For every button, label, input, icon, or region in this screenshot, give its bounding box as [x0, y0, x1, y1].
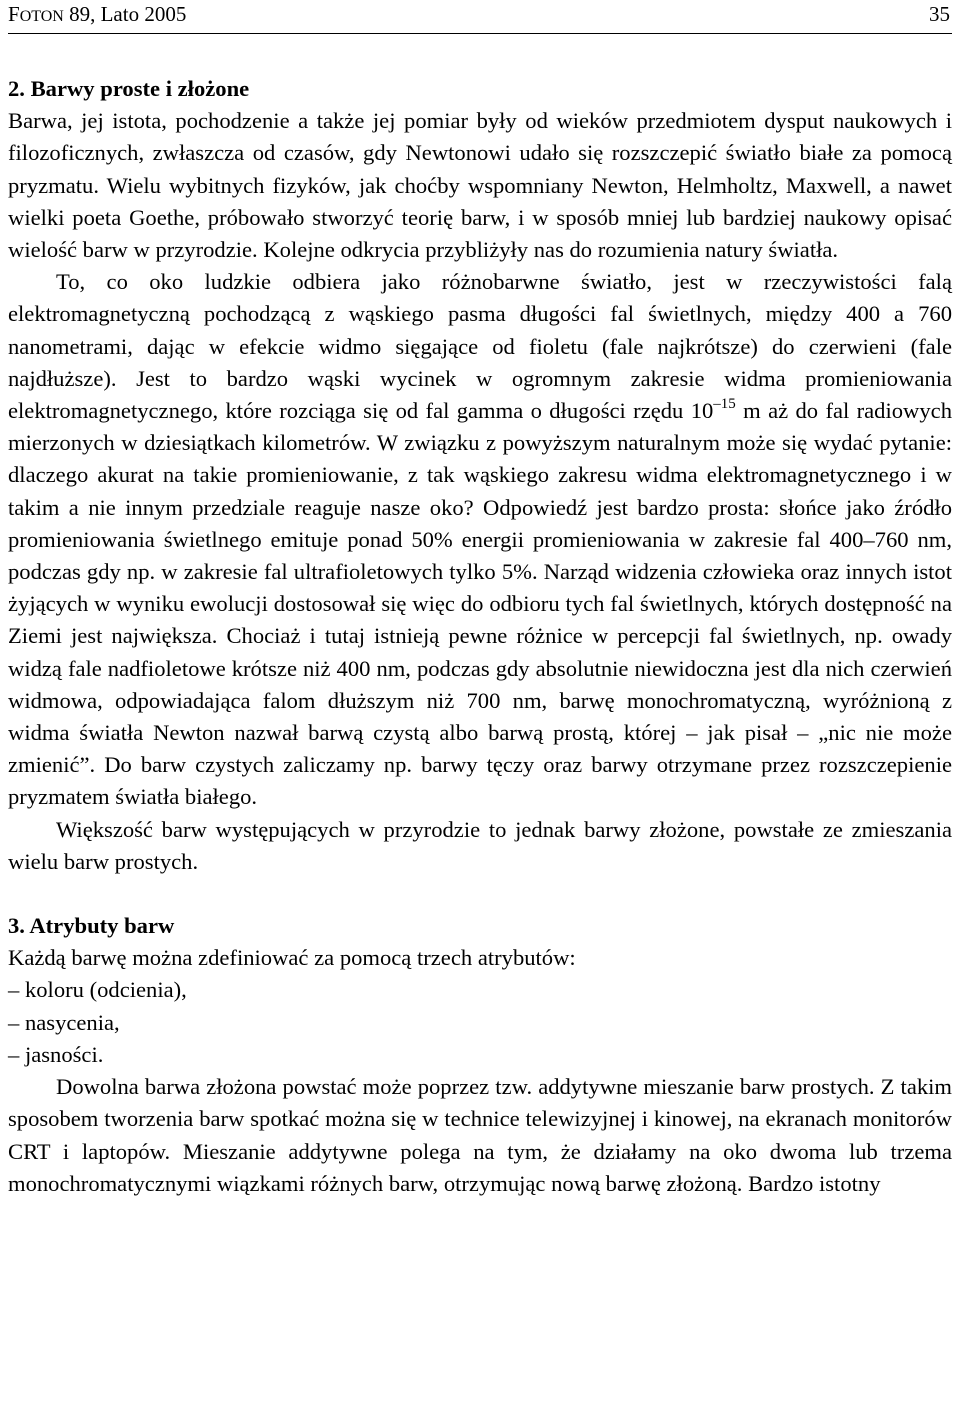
issue-info: 89, Lato 2005 [69, 2, 187, 26]
section-2-paragraph-3: Większość barw występujących w przyrodzie to jednak barwy złożone, powstałe ze zmieszania wielu barw prostych. [8, 816, 952, 874]
page-header [8, 0, 952, 34]
article-body [8, 73, 952, 1200]
paragraph-2-text-end: m aż do fal radiowych mierzonych w dziesiątkach kilometrów. W związku z powyższym naturalnym może się wydać pytanie: dlaczego akurat na takie promieniowanie, z tak wąskiego zakresu widma elektromagnetycznego i w takim a nie innym przedziale reaguje nasze oko? Odpowiedź jest bardzo prosta: słońce jako źródło promieniowania świetlnego emituje ponad 50% energii promieniowania w zakresie fal 400–760 nm, podczas gdy np. w zakresie fal ultrafioletowych tylko 5%. Narząd widzenia człowieka oraz innych istot żyjących w wyniku ewolucji dostosował się więc do odbioru tych fal świetlnych, których dostępność na Ziemi jest największa. Chociaż i tutaj istnieją pewne różnice w percepcji fal świetlnych, np. owady widzą fale nadfioletowe krótsze niż 400 nm, podczas gdy absolutnie niewidoczna jest dla nich czerwień widmowa, odpowiadająca falom dłuższym niż 700 nm, barwę monochromatyczną, wyróżnioną z widma światła Newton nazwał barwą czystą albo barwą prostą, której – jak pisał – „nic nie może zmienić”. Do barw czystych zaliczamy np. barwy tęczy oraz barwy otrzymane przez rozszczepienie pryzmatem światła białego. [8, 398, 952, 810]
journal-issue [8, 2, 186, 27]
journal-initial: F [8, 2, 20, 26]
attribute-item-saturation: – nasycenia, [8, 1009, 120, 1035]
section-3-heading: 3. Atrybuty barw [8, 913, 175, 939]
section-3-paragraph-1: Dowolna barwa złożona powstać może poprzez tzw. addytywne mieszanie barw prostych. Z takim sposobem tworzenia barw spotkać można się w technice telewizyjnej i kinowej, na ekranach monitorów CRT i laptopów. Mieszanie addytywne polega na tym, że działamy na oko dwoma lub trzema monochromatycznymi wiązkami różnych barw, otrzymując nową barwę złożoną. Bardzo istotny [8, 1074, 952, 1196]
section-2-paragraph-2 [8, 266, 952, 813]
section-3-intro: Każdą barwę można zdefiniować za pomocą trzech atrybutów: [8, 945, 576, 971]
paragraph-2-text-start: To, co oko ludzkie odbiera jako różnobarwne światło, jest w rzeczywistości falą elektromagnetyczną pochodzącą z wąskiego pasma długości fal świetlnych, między 400 a 760 nanometrami, dając w efekcie widmo sięgające od fioletu (fale najkrótsze) do czerwieni (fale najdłuższe). Jest to bardzo wąski wycinek w ogromnym zakresie widma promieniowania elektromagnetycznego, które rozciąga się od fal gamma o długości rzędu 10 [8, 269, 952, 424]
section-2-heading: 2. Barwy proste i złożone [8, 76, 250, 101]
exponent: –15 [713, 395, 736, 412]
section-spacer [8, 878, 952, 910]
journal-name-rest: OTON [19, 8, 64, 25]
page-number: 35 [929, 2, 950, 26]
attribute-item-hue: – koloru (odcienia), [8, 977, 187, 1003]
attribute-item-brightness: – jasności. [8, 1041, 104, 1067]
section-2-paragraph-1: Barwa, jej istota, pochodzenie a także jej pomiar były od wieków przedmiotem dysput naukowych i filozoficznych, zwłaszcza od czasów, gdy Newtonowi udało się rozszczepić światło białe za pomocą pryzmatu. Wielu wybitnych fizyków, jak choćby wspomniany Newton, Helmholtz, Maxwell, a nawet wielki poeta Goethe, próbowało stworzyć teorię barw, i w sposób mniej lub bardziej naukowy opisać wielość barw w przyrodzie. Kolejne odkrycia przybliżyły nas do rozumienia natury światła. [8, 108, 952, 263]
